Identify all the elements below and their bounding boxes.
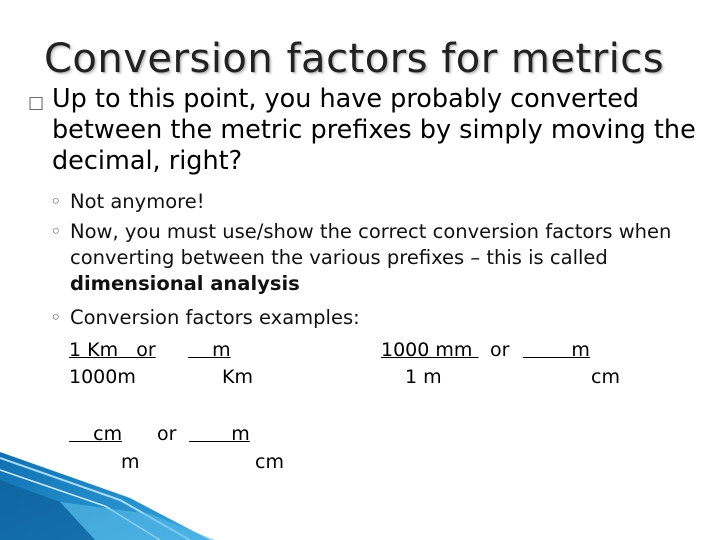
fraction-denominator: cm bbox=[255, 451, 284, 473]
sub-bullet-1 bbox=[50, 189, 715, 215]
dimensional-analysis-term: dimensional analysis bbox=[70, 272, 300, 295]
decorative-wave bbox=[0, 440, 720, 540]
or-text: or bbox=[490, 339, 516, 361]
fraction-denominator: 1000m bbox=[69, 366, 136, 388]
main-bullet bbox=[28, 84, 718, 177]
fraction-numerator: cm bbox=[69, 423, 123, 445]
fraction-denominator: Km bbox=[222, 366, 253, 388]
circle-bullet-icon: ◦ bbox=[50, 190, 62, 213]
sub-bullet-text-part: Now, you must use/show the correct conversion factors when converting between the various prefixes – this is called bbox=[70, 220, 672, 269]
main-bullet-text: Up to this point, you have probably converted between the metric prefixes by simply moving the decimal, right? bbox=[52, 84, 696, 176]
or-text: or bbox=[151, 423, 183, 445]
sub-bullet-3 bbox=[50, 305, 715, 331]
fraction-numerator: m bbox=[523, 339, 590, 361]
circle-bullet-icon: ◦ bbox=[50, 306, 62, 329]
sub-bullet-2 bbox=[50, 219, 715, 297]
fraction-numerator: m bbox=[188, 339, 231, 361]
sub-bullet-text: Conversion factors examples: bbox=[70, 306, 360, 329]
fraction-denominator: 1 m bbox=[405, 366, 442, 388]
circle-bullet-icon: ◦ bbox=[50, 220, 62, 243]
fraction-denominator: cm bbox=[591, 366, 620, 388]
sub-bullet-text: Not anymore! bbox=[70, 190, 205, 213]
slide-title: Conversion factors for metrics bbox=[44, 36, 665, 82]
sub-bullet-text bbox=[70, 219, 715, 297]
fraction-numerator: 1000 mm bbox=[381, 339, 479, 361]
fraction-numerator: 1 Km or bbox=[69, 339, 156, 361]
box-bullet-icon: □ bbox=[28, 93, 45, 113]
fraction-denominator: m bbox=[121, 451, 140, 473]
fraction-numerator: m bbox=[189, 423, 250, 445]
